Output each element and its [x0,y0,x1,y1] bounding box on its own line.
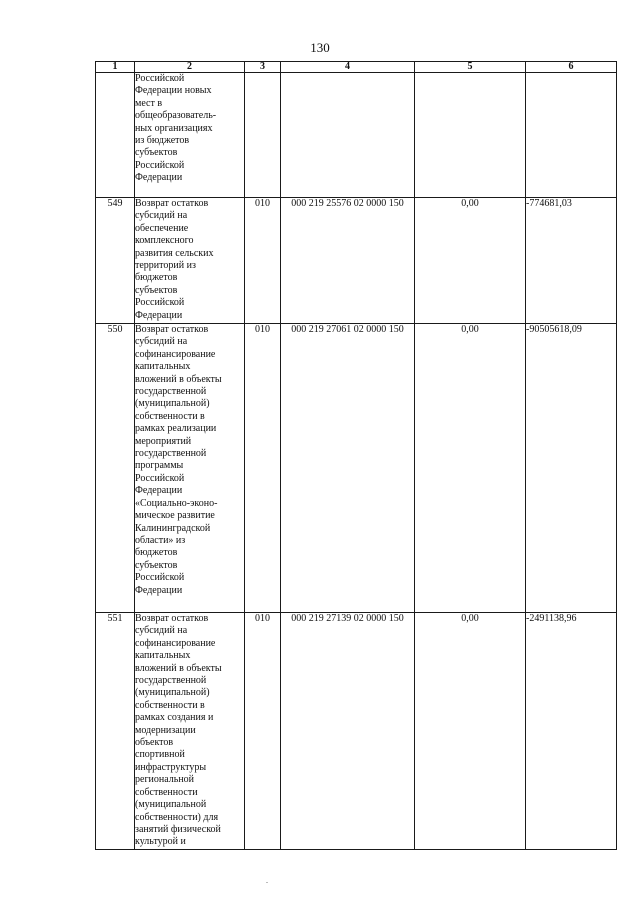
name-line: государственной [135,386,207,398]
row-value5: 0,00 [415,613,526,850]
row-value6: -2491138,96 [526,613,617,850]
row-number-cell [96,73,135,198]
name-line: модернизации [135,724,196,736]
row-value5: 0,00 [415,198,526,324]
name-line: региональной [135,774,195,786]
name-line: собственности) для [135,811,219,823]
header-col-1: 1 [96,62,135,73]
name-line: обеспечение [135,222,189,234]
name-line: Российской [135,472,185,484]
table-row [96,613,617,850]
name-line: Возврат остатков [135,324,209,335]
table-row-continuation [96,73,617,198]
row-value6: -90505618,09 [526,324,617,613]
name-line: (муниципальной) [135,398,210,410]
row-value6-cell [526,73,617,198]
row-value5: 0,00 [415,324,526,613]
row-value5-cell [415,73,526,198]
name-line: (муниципальной) [135,687,210,699]
header-col-4: 4 [281,62,415,73]
name-line: Калининградской [135,522,211,534]
row-name-cell [135,73,245,198]
name-line: субъектов [135,559,178,571]
name-line: культурой и [135,836,186,848]
name-line: субъектов [135,147,178,159]
name-line: Возврат остатков [135,613,209,624]
name-line: (муниципальной [135,799,207,811]
row-number: 549 [96,198,135,324]
name-line: капитальных [135,361,191,373]
name-line: софинансирование [135,348,216,360]
name-line: развития сельских [135,247,214,259]
name-line: бюджетов [135,547,178,559]
row-kbk: 000 219 25576 02 0000 150 [281,198,415,324]
name-line: Возврат остатков [135,198,209,209]
name-line: комплексного [135,235,194,247]
name-line: из бюджетов [135,135,190,147]
name-line: Федерации [135,584,183,596]
page-number: 130 [310,40,330,55]
row-number: 550 [96,324,135,613]
name-line: Федерации новых [135,85,212,97]
name-line: собственности в [135,410,205,422]
row-code: 010 [245,613,281,850]
name-line: вложений в объекты [135,373,222,385]
header-col-6: 6 [526,62,617,73]
row-code-cell [245,73,281,198]
name-line: ных организациях [135,122,213,134]
name-line: мероприятий [135,435,192,447]
row-kbk: 000 219 27061 02 0000 150 [281,324,415,613]
name-line: софинансирование [135,637,216,649]
row-code: 010 [245,198,281,324]
row-number: 551 [96,613,135,850]
budget-table [95,61,617,850]
name-line: территорий из [135,260,196,272]
name-line: области» из [135,534,186,546]
name-line: спортивной [135,749,185,761]
row-value6: -774681,03 [526,198,617,324]
name-line: государственной [135,675,207,687]
name-line: собственности в [135,699,205,711]
row-name-cell [135,324,245,613]
name-line: Российской [135,73,185,84]
name-line: Российской [135,159,185,171]
name-line: инфраструктуры [135,761,207,773]
name-line: объектов [135,737,174,749]
name-line: субсидий на [135,625,188,637]
name-line: Российской [135,572,185,584]
name-line: рамках создания и [135,712,214,724]
name-line: программы [135,460,184,472]
name-line: рамках реализации [135,423,217,435]
name-line: государственной [135,448,207,460]
row-code: 010 [245,324,281,613]
table-row [96,324,617,613]
name-line: Федерации [135,172,183,184]
name-line: субъектов [135,284,178,296]
name-line: мическое развитие [135,510,215,522]
header-col-3: 3 [245,62,281,73]
header-col-5: 5 [415,62,526,73]
name-line: «Социально-эконо- [135,497,218,509]
name-line: бюджетов [135,272,178,284]
name-line: субсидий на [135,336,188,348]
name-line: Федерации [135,485,183,497]
name-line: субсидий на [135,210,188,222]
name-line: капитальных [135,650,191,662]
header-row [96,62,617,73]
header-col-2: 2 [135,62,245,73]
row-kbk: 000 219 27139 02 0000 150 [281,613,415,850]
row-name-cell [135,613,245,850]
name-line: общеобразователь- [135,110,217,122]
name-line: мест в [135,97,163,109]
name-line: Федерации [135,309,183,321]
name-line: вложений в объекты [135,662,222,674]
name-line: Российской [135,297,185,309]
row-name-cell [135,198,245,324]
table-row [96,198,617,324]
name-line: собственности [135,786,198,798]
name-line: занятий физической [135,823,221,835]
scan-speck [266,882,268,883]
row-kbk-cell [281,73,415,198]
